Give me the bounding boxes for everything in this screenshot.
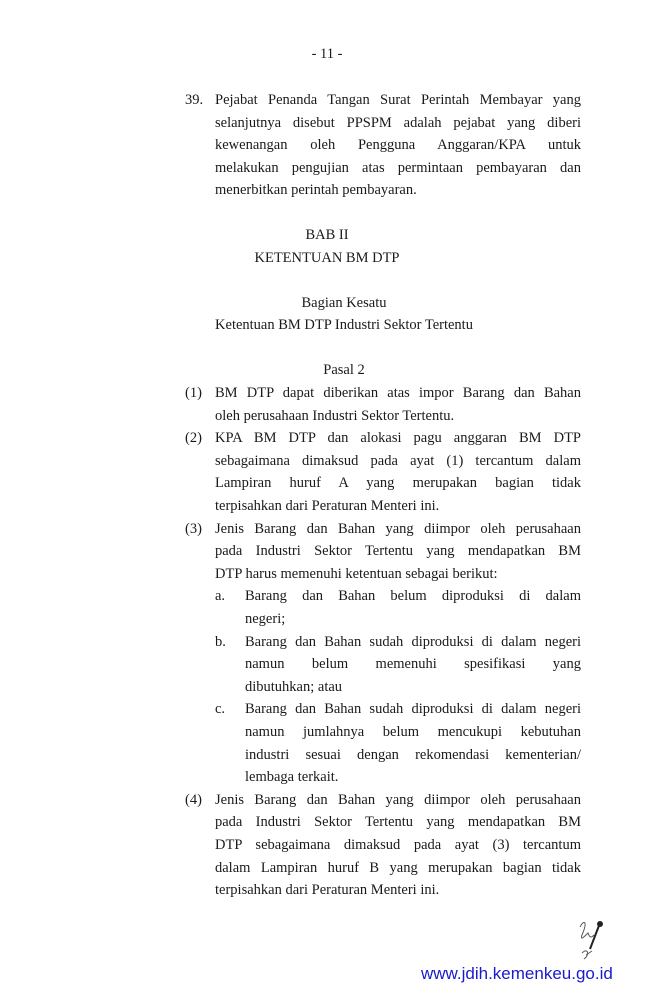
text-line: dibutuhkan; atau xyxy=(245,678,343,695)
section-number: Bagian Kesatu xyxy=(301,295,387,311)
text-line: Jenis Barang dan Bahan yang diimpor oleh perusahaan xyxy=(215,520,581,537)
text-line: Barang dan Bahan belum diproduksi di dalam xyxy=(245,588,581,605)
text-line: kewenangan oleh Pengguna Anggaran/KPA untuk xyxy=(215,137,581,154)
text-line: pada Industri Sektor Tertentu yang mendapatkan BM xyxy=(215,814,581,831)
subitem-letter: a. xyxy=(215,588,226,605)
text-line: selanjutnya disebut PPSPM adalah pejabat yang diberi xyxy=(215,114,581,131)
text-line: namun jumlahnya belum mencukupi kebutuhan xyxy=(245,724,581,740)
text-line: Barang dan Bahan sudah diproduksi di dalam negeri xyxy=(245,633,581,650)
text-line: BM DTP dapat diberikan atas impor Barang dan Bahan xyxy=(215,385,581,401)
text-line: sebagaimana dimaksud pada ayat (1) tercantum dalam xyxy=(215,452,581,469)
page-number: - 11 - xyxy=(311,46,343,62)
text-line: menerbitkan perintah pembayaran. xyxy=(215,182,417,199)
paragraph-number: (3) xyxy=(185,520,202,537)
text-line: DTP harus memenuhi ketentuan sebagai berikut: xyxy=(215,565,498,582)
footer-url[interactable]: www.jdih.kemenkeu.go.id xyxy=(421,964,613,983)
text-line: dalam Lampiran huruf B yang merupakan bagian tidak xyxy=(215,859,581,876)
paragraph-number: (4) xyxy=(185,791,202,808)
subitem-letter: b. xyxy=(215,633,226,650)
text-line: DTP sebagaimana dimaksud pada ayat (3) tercantum xyxy=(215,837,581,853)
item-number: 39. xyxy=(185,92,204,108)
text-line: KPA BM DTP dan alokasi pagu anggaran BM DTP xyxy=(215,430,581,447)
text-line: melakukan pengujian atas permintaan pembayaran dan xyxy=(215,159,581,176)
text-line: negeri; xyxy=(245,611,286,627)
text-line: oleh perusahaan Industri Sektor Tertentu. xyxy=(215,407,455,424)
text-line: terpisahkan dari Peraturan Menteri ini. xyxy=(215,498,440,514)
section-title: Ketentuan BM DTP Industri Sektor Tertentu xyxy=(215,317,473,333)
text-line: namun belum memenuhi spesifikasi yang xyxy=(245,656,581,673)
article-title: Pasal 2 xyxy=(323,362,365,378)
text-line: terpisahkan dari Peraturan Menteri ini. xyxy=(215,882,440,899)
paragraph-number: (1) xyxy=(185,385,202,401)
text-line: pada Industri Sektor Tertentu yang mendapatkan BM xyxy=(215,543,581,560)
text-line: Pejabat Penanda Tangan Surat Perintah Membayar yang xyxy=(215,92,581,108)
paragraph-number: (2) xyxy=(185,430,202,447)
text-line: Lampiran huruf A yang merupakan bagian tidak xyxy=(215,475,581,492)
text-line: lembaga terkait. xyxy=(245,769,339,786)
chapter-number: BAB II xyxy=(305,227,349,243)
text-line: Jenis Barang dan Bahan yang diimpor oleh perusahaan xyxy=(215,791,581,808)
text-line: Barang dan Bahan sudah diproduksi di dalam negeri xyxy=(245,701,581,718)
subitem-letter: c. xyxy=(215,701,226,718)
chapter-title: KETENTUAN BM DTP xyxy=(254,250,400,266)
text-line: industri sesuai dengan rekomendasi kementerian/ xyxy=(245,746,581,763)
